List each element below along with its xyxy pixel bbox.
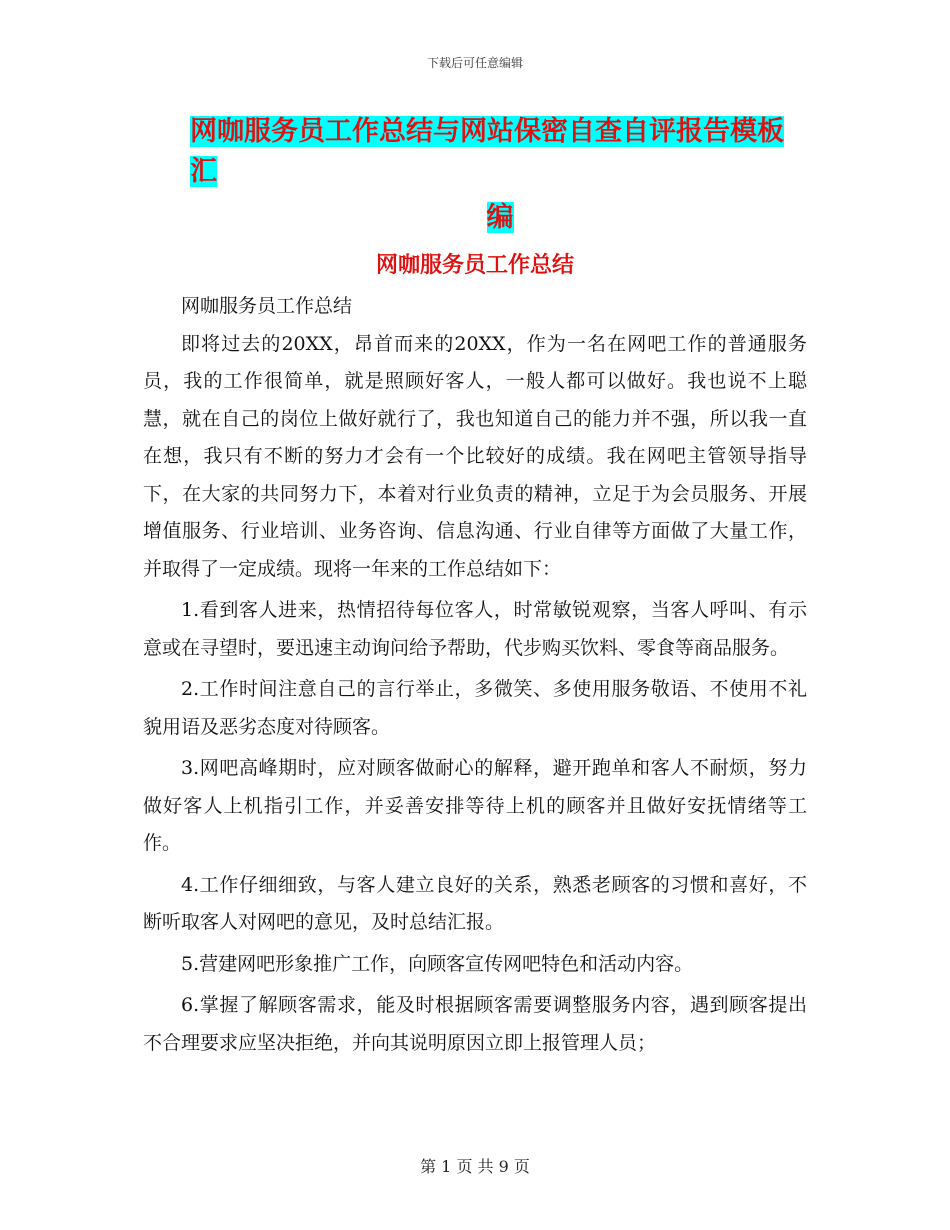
document-title [190, 112, 810, 238]
document-title-line-2-text: 编 [486, 202, 514, 233]
section-title: 网咖服务员工作总结 [375, 253, 574, 278]
list-item-4: 4.工作仔细细致，与客人建立良好的关系，熟悉老顾客的习惯和喜好，不断听取客人对网吧的意见，及时总结汇报。 [143, 873, 807, 933]
page-footer: 第 1 页 共 9 页 [420, 1157, 530, 1176]
list-item-2: 2.工作时间注意自己的言行举止，多微笑、多使用服务敬语、不使用不礼貌用语及恶劣态度对待顾客。 [143, 678, 807, 738]
list-item-6: 6.掌握了解顾客需求，能及时根据顾客需要调整服务内容，遇到顾客提出不合理要求应坚决拒绝，并向其说明原因立即上报管理人员； [143, 994, 807, 1054]
list-item-3: 3.网吧高峰期时，应对顾客做耐心的解释，避开跑单和客人不耐烦，努力做好客人上机指引工作，并妥善安排等待上机的顾客并且做好安抚情绪等工作。 [143, 757, 807, 854]
document-title-line-1 [190, 112, 810, 192]
document-body [143, 288, 807, 1062]
header-note: 下载后可任意编辑 [426, 56, 523, 70]
paragraph-subtitle: 网咖服务员工作总结 [181, 295, 353, 317]
document-title-line-1-text: 网咖服务员工作总结与网站保密自查自评报告模板汇 [190, 116, 784, 187]
document-title-line-2 [190, 198, 810, 238]
list-item-5: 5.营建网吧形象推广工作，向顾客宣传网吧特色和活动内容。 [181, 952, 694, 975]
paragraph-intro: 即将过去的20XX，昂首而来的20XX，作为一名在网吧工作的普通服务员，我的工作很简单，就是照顾好客人，一般人都可以做好。我也说不上聪慧，就在自己的岗位上做好就行了，我也知道自己的能力并不强，所以我一直在想，我只有不断的努力才会有一个比较好的成绩。我在网吧主管领导指导下，在大家的共同努力下，本着对行业负责的精神，立足于为会员服务、开展增值服务、行业培训、业务咨询、信息沟通、行业自律等方面做了大量工作，并取得了一定成绩。现将一年来的工作总结如下： [143, 332, 807, 580]
list-item-1: 1.看到客人进来，热情招待每位客人，时常敏锐观察，当客人呼叫、有示意或在寻望时，要迅速主动询问给予帮助，代步购买饮料、零食等商品服务。 [143, 599, 807, 659]
